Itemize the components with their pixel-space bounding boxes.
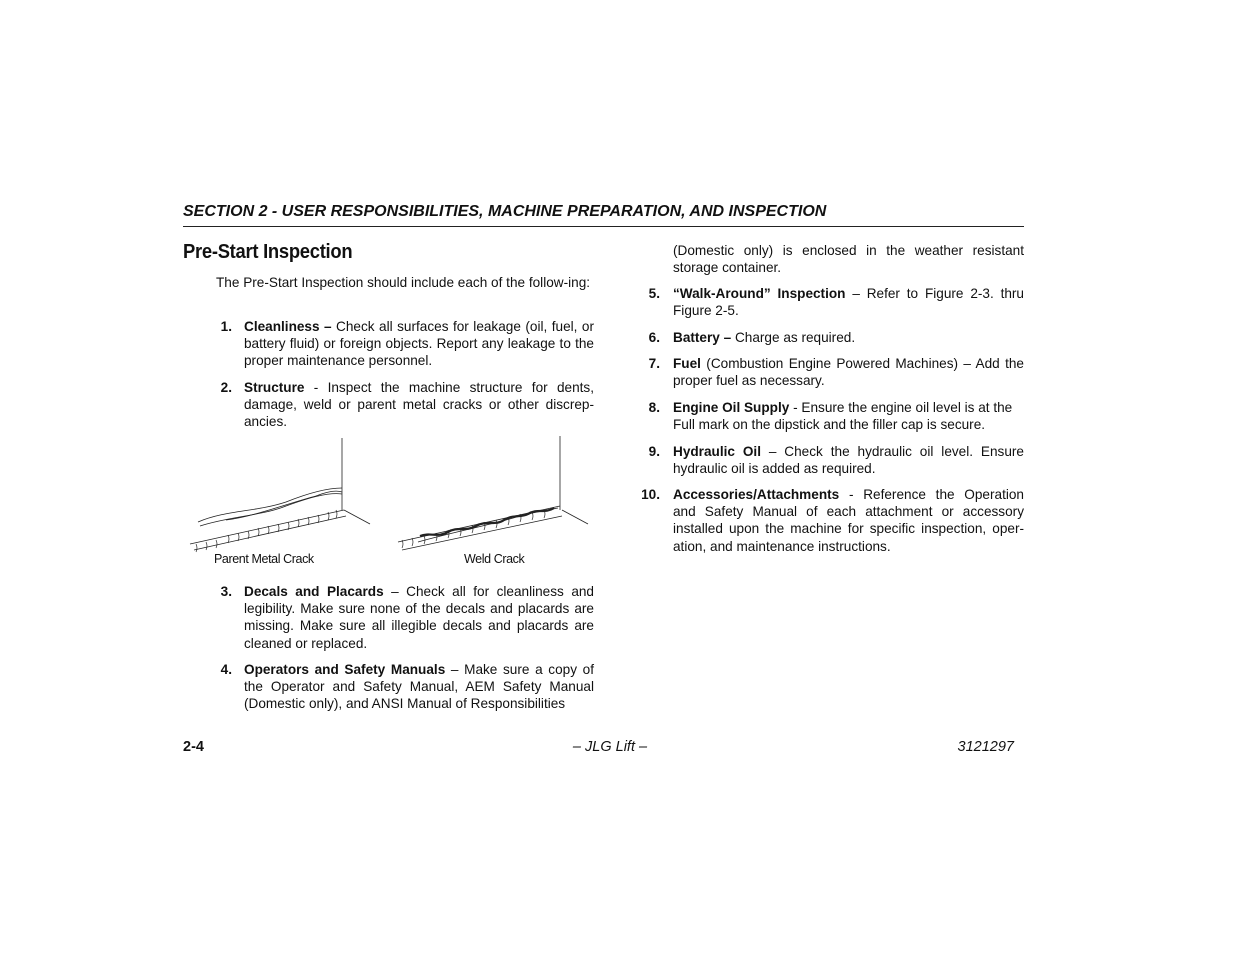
item-body <box>673 329 1024 346</box>
item-title: Cleanliness – <box>244 319 332 334</box>
document-number: 3121297 <box>957 739 1014 755</box>
item-title: Operators and Safety Manuals <box>244 662 446 677</box>
crack-figure <box>186 432 596 572</box>
item-text: – Check all for cleanliness and legibility. Make sure none of the decals and placards are missing. Make sure all illegible decals and placards are cleaned or replaced. <box>244 584 594 651</box>
intro-paragraph: The Pre-Start Inspection should include each of the follow-ing: <box>216 275 591 290</box>
item-text: (Combustion Engine Powered Machines) – Add the proper fuel as necessary. <box>673 356 1024 389</box>
item-text: Charge as required. <box>731 330 856 345</box>
item-title: Structure <box>244 380 305 395</box>
item-text: – Make sure a copy of the Operator and Safety Manual, AEM Safety Manual (Domestic only), and ANSI Manual of Responsibilities <box>244 662 594 712</box>
caption-weld-crack: Weld Crack <box>464 552 525 566</box>
item-number: 1. <box>220 319 232 334</box>
item-text: - Ensure the engine oil level is at the Full mark on the dipstick and the filler cap is secure. <box>673 400 1013 433</box>
caption-parent-metal-crack: Parent Metal Crack <box>214 552 314 566</box>
item-number: 2. <box>220 380 232 395</box>
item-text: - Inspect the machine structure for dents, damage, weld or parent metal cracks or other discrep-ancies. <box>244 380 594 430</box>
item-text: – Refer to Figure 2-3. thru Figure 2-5. <box>673 286 1024 319</box>
item-title: Fuel <box>673 356 701 371</box>
page-number: 2-4 <box>183 739 204 755</box>
section-header: SECTION 2 - USER RESPONSIBILITIES, MACHINE PREPARATION, AND INSPECTION <box>183 203 1024 227</box>
item-number: 3. <box>220 584 232 599</box>
item-title: Hydraulic Oil <box>673 444 761 459</box>
item-number: 5. <box>648 286 660 301</box>
item-body <box>244 661 594 713</box>
item-title: Decals and Placards <box>244 584 384 599</box>
page-title: Pre-Start Inspection <box>183 241 353 263</box>
item-number: 9. <box>648 444 660 459</box>
item-number: 7. <box>648 356 660 371</box>
item-body <box>673 443 1024 477</box>
item-body <box>673 355 1024 389</box>
item-title: Accessories/Attachments <box>673 487 840 502</box>
item-number: 6. <box>648 330 660 345</box>
item-body <box>673 399 1024 433</box>
item-body <box>244 318 594 370</box>
item-body <box>244 379 594 431</box>
continued-text: (Domestic only) is enclosed in the weather resistant storage container. <box>673 243 1024 276</box>
item-number: 4. <box>220 662 232 677</box>
item-body <box>673 285 1024 319</box>
item-body <box>244 583 594 652</box>
item-text: Check all surfaces for leakage (oil, fuel, or battery fluid) or foreign objects. Report any leakage to the proper maintenance personnel. <box>244 319 594 369</box>
item-text: - Reference the Operation and Safety Manual of each attachment or accessory installed upon the machine for specific inspection, oper-ation, and maintenance instructions. <box>673 487 1024 554</box>
item-title: “Walk-Around” Inspection <box>673 286 846 301</box>
item-title: Engine Oil Supply <box>673 400 790 415</box>
item-number: 10. <box>641 487 660 502</box>
crack-illustration <box>186 432 596 572</box>
item-body <box>673 486 1024 555</box>
item-text: – Check the hydraulic oil level. Ensure hydraulic oil is added as required. <box>673 444 1024 477</box>
item-number: 8. <box>648 400 660 415</box>
footer-brand: – JLG Lift – <box>572 739 648 755</box>
item-title: Battery – <box>673 330 732 345</box>
